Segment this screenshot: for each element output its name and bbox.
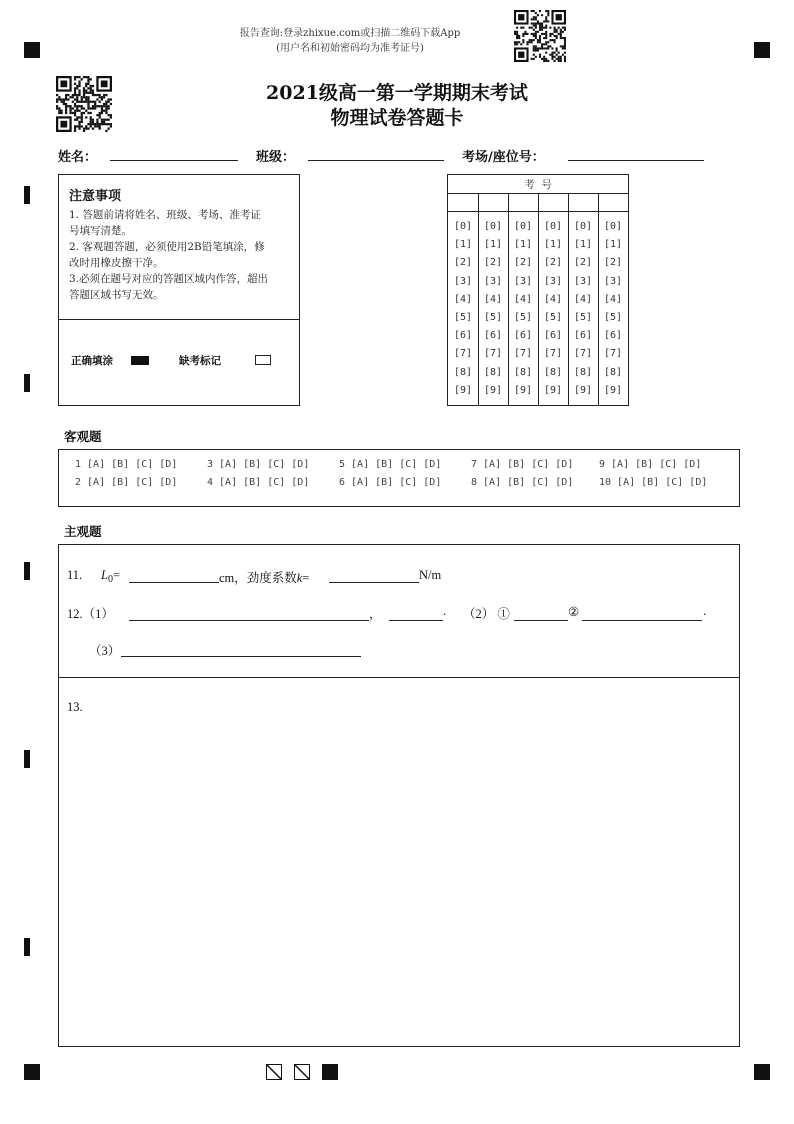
exam-digit-bubble[interactable]: [0] (483, 221, 503, 232)
exam-digit-bubble[interactable]: [0] (453, 221, 473, 232)
exam-digit-bubble[interactable]: [5] (483, 312, 503, 323)
class-label: 班级： (256, 150, 296, 165)
exam-digit-bubble[interactable]: [6] (483, 330, 503, 342)
q11-number: 11. (67, 568, 83, 582)
notes-item: 号填写清楚。 (69, 225, 132, 237)
exam-digit-bubble[interactable]: [5] (573, 312, 593, 323)
exam-digit-bubble[interactable]: [8] (453, 366, 473, 378)
corner-mark-top-left (24, 42, 40, 58)
q11-k-blank[interactable] (329, 582, 419, 583)
exam-digit-bubble[interactable]: [3] (453, 275, 473, 287)
exam-digit-bubble[interactable]: [7] (543, 348, 563, 360)
notes-item: 改时用橡皮擦干净。 (69, 257, 164, 269)
q12-part3-blank[interactable] (121, 656, 361, 657)
objective-answer-box (58, 449, 740, 507)
exam-digit-bubble[interactable]: [3] (603, 275, 623, 287)
exam-digit-bubble[interactable]: [3] (543, 275, 563, 287)
exam-digit-bubble[interactable]: [9] (513, 384, 533, 396)
q12-part2-blank-1[interactable] (514, 620, 568, 621)
l-symbol: L (101, 568, 108, 582)
room-seat-field[interactable] (568, 160, 704, 161)
exam-digit-bubble[interactable]: [4] (483, 293, 503, 305)
notes-item: 1. 答题前请将姓名、班级、考场、准考证 (69, 209, 261, 221)
objective-question-options[interactable]: 2 [A] [B] [C] [D] (75, 477, 178, 488)
exam-digit-bubble[interactable]: [2] (603, 257, 623, 269)
exam-digit-bubble[interactable]: [7] (483, 348, 503, 360)
exam-digit-bubble[interactable]: [6] (603, 330, 623, 342)
q13-number: 13. (67, 700, 83, 714)
exam-digit-bubble[interactable]: [3] (513, 275, 533, 287)
exam-digit-bubble[interactable]: [7] (603, 348, 623, 360)
objective-question-options[interactable]: 10 [A] [B] [C] [D] (599, 477, 708, 488)
exam-digit-bubble[interactable]: [8] (573, 366, 593, 378)
notes-list (69, 207, 268, 303)
class-field[interactable] (308, 160, 444, 161)
room-seat-label: 考场/座位号： (462, 150, 545, 165)
q12-part2-label: （2） ① (463, 607, 510, 621)
q12-part2-blank-2[interactable] (582, 620, 702, 621)
name-field[interactable] (110, 160, 238, 161)
exam-digit-bubble[interactable]: [8] (543, 366, 563, 378)
qr-code-icon[interactable] (514, 10, 566, 62)
notes-box (58, 174, 300, 406)
subjective-heading: 主观题 (64, 524, 102, 539)
exam-digit-bubble[interactable]: [9] (603, 384, 623, 396)
exam-digit-bubble[interactable]: [2] (453, 257, 473, 269)
exam-number-grid (447, 174, 629, 406)
exam-digit-bubble[interactable]: [9] (483, 384, 503, 396)
exam-digit-bubble[interactable]: [0] (603, 221, 623, 232)
exam-digit-bubble[interactable]: [9] (453, 384, 473, 396)
exam-digit-bubble[interactable]: [4] (543, 293, 563, 305)
l-subscript: 0 (107, 574, 113, 585)
objective-question-options[interactable]: 5 [A] [B] [C] [D] (339, 459, 442, 470)
q12-number: 12.（1） (67, 607, 114, 621)
notes-item: 答题区域书写无效。 (69, 289, 164, 301)
timing-mark (24, 562, 30, 580)
slash-box-icon (294, 1064, 310, 1080)
q12-period: . (443, 604, 447, 618)
objective-question-options[interactable]: 8 [A] [B] [C] [D] (471, 477, 574, 488)
exam-number-heading: 考 号 (524, 179, 552, 191)
report-line-2: (用户名和初始密码均为准考证号) (276, 43, 424, 54)
exam-digit-bubble[interactable]: [3] (573, 275, 593, 287)
correct-fill-sample (131, 356, 149, 365)
exam-digit-bubble[interactable]: [5] (453, 312, 473, 323)
q11-unit1: cm，劲度系数 (219, 571, 297, 585)
exam-digit-bubble[interactable]: [1] (513, 239, 533, 251)
notes-divider (59, 319, 299, 320)
q12-part1-blank-b[interactable] (389, 620, 443, 621)
answer-region-11-12 (58, 544, 740, 678)
exam-digit-bubble[interactable]: [4] (513, 293, 533, 305)
exam-digit-bubble[interactable]: [1] (573, 239, 593, 251)
equals-sign: = (302, 571, 310, 585)
exam-digit-bubble[interactable]: [9] (543, 384, 563, 396)
objective-question-options[interactable]: 3 [A] [B] [C] [D] (207, 459, 310, 470)
exam-digit-bubble[interactable]: [0] (513, 221, 533, 232)
corner-mark-bottom-left (24, 1064, 40, 1080)
exam-digit-bubble[interactable]: [2] (513, 257, 533, 269)
page-title: 2021级高一第一学期期末考试 (266, 82, 528, 104)
exam-digit-bubble[interactable]: [6] (543, 330, 563, 342)
answer-region-13[interactable] (58, 677, 740, 1047)
absent-mark-checkbox[interactable] (255, 355, 271, 365)
exam-digit-bubble[interactable]: [1] (453, 239, 473, 251)
notes-item: 3.必须在题号对应的答题区域内作答，超出 (69, 273, 269, 285)
exam-digit-bubble[interactable]: [7] (513, 348, 533, 360)
notes-item: 2. 客观题答题，必须使用2B铅笔填涂，修 (69, 241, 265, 253)
q12-part1-blank-a[interactable] (129, 620, 369, 621)
exam-digit-bubble[interactable]: [4] (573, 293, 593, 305)
exam-digit-bubble[interactable]: [1] (483, 239, 503, 251)
exam-digit-bubble[interactable]: [5] (543, 312, 563, 323)
exam-digit-bubble[interactable]: [6] (573, 330, 593, 342)
exam-digit-bubble[interactable]: [3] (483, 275, 503, 287)
objective-question-options[interactable]: 6 [A] [B] [C] [D] (339, 477, 442, 488)
objective-heading: 客观题 (64, 429, 102, 444)
q12-comma: ， (369, 607, 382, 621)
exam-digit-bubble[interactable]: [1] (543, 239, 563, 251)
exam-digit-bubble[interactable]: [8] (483, 366, 503, 378)
q12-end-period: . (703, 604, 707, 618)
filled-box-icon (322, 1064, 338, 1080)
equals-sign: = (112, 568, 121, 582)
exam-digit-bubble[interactable]: [5] (513, 312, 533, 323)
exam-digit-bubble[interactable]: [6] (513, 330, 533, 342)
corner-mark-bottom-right (754, 1064, 770, 1080)
report-line-1: 报告查询:登录zhixue.com或扫描二维码下载App (239, 28, 461, 39)
page-subtitle: 物理试卷答题卡 (330, 107, 464, 129)
exam-digit-bubble[interactable]: [8] (603, 366, 623, 378)
slash-box-icon (266, 1064, 282, 1080)
exam-digit-bubble[interactable]: [2] (573, 257, 593, 269)
exam-digit-bubble[interactable]: [1] (603, 239, 623, 251)
notes-heading: 注意事项 (69, 189, 122, 204)
correct-fill-label: 正确填涂 (71, 355, 113, 367)
name-label: 姓名： (58, 150, 98, 165)
timing-mark (24, 186, 30, 204)
exam-digit-bubble[interactable]: [7] (453, 348, 473, 360)
q12-part3-label: （3） (89, 644, 121, 658)
q11-unit2: N/m (419, 568, 442, 582)
exam-digit-bubble[interactable]: [0] (543, 221, 563, 232)
objective-question-options[interactable]: 4 [A] [B] [C] [D] (207, 477, 310, 488)
timing-mark (24, 938, 30, 956)
q11-unit-text (219, 568, 309, 586)
exam-digit-bubble[interactable]: [6] (453, 330, 473, 342)
exam-digit-bubble[interactable]: [0] (573, 221, 593, 232)
corner-mark-top-right (754, 42, 770, 58)
exam-digit-bubble[interactable]: [8] (513, 366, 533, 378)
timing-mark (24, 374, 30, 392)
exam-digit-bubble[interactable]: [5] (603, 312, 623, 323)
exam-digit-bubble[interactable]: [2] (543, 257, 563, 269)
timing-mark (24, 750, 30, 768)
objective-question-options[interactable]: 9 [A] [B] [C] [D] (599, 459, 702, 470)
q11-l0-blank[interactable] (129, 582, 219, 583)
objective-question-options[interactable]: 1 [A] [B] [C] [D] (75, 459, 178, 470)
exam-digit-bubble[interactable]: [4] (603, 293, 623, 305)
exam-digit-bubble[interactable]: [7] (573, 348, 593, 360)
q11-l0-symbol (101, 568, 120, 585)
exam-digit-bubble[interactable]: [9] (573, 384, 593, 396)
q12-circle-2: ② (568, 605, 580, 619)
k-symbol: k (296, 571, 303, 585)
exam-digit-bubble[interactable]: [4] (453, 293, 473, 305)
objective-question-options[interactable]: 7 [A] [B] [C] [D] (471, 459, 574, 470)
exam-digit-bubble[interactable]: [2] (483, 257, 503, 269)
absent-mark-label: 缺考标记 (179, 355, 221, 367)
